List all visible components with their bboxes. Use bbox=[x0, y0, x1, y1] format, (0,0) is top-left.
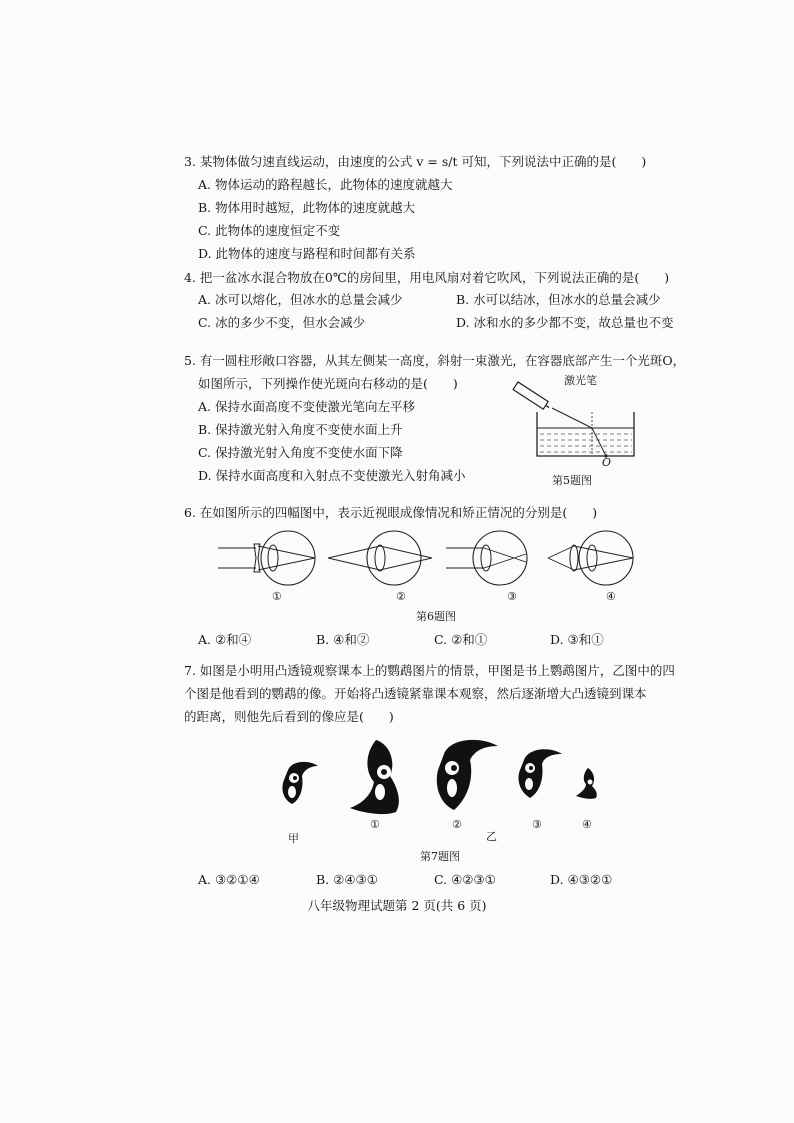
q6-figure-number-4: ④ bbox=[606, 590, 616, 603]
question-6-option-b: B. ④和② bbox=[316, 632, 370, 647]
eye-diagram-3 bbox=[446, 531, 527, 585]
q6-figure-number-3: ③ bbox=[507, 590, 517, 603]
question-6-figure bbox=[210, 528, 640, 590]
question-7-caption: 第7题图 bbox=[420, 850, 460, 863]
question-5-caption: 第5题图 bbox=[552, 474, 592, 487]
question-3-option-c: C. 此物体的速度恒定不变 bbox=[198, 223, 341, 238]
question-3-option-d: D. 此物体的速度与路程和时间都有关系 bbox=[198, 246, 416, 261]
question-7-stem-line-1: 7. 如图是小明用凸透镜观察课本上的鹦鹉图片的情景，甲图是书上鹦鹉图片，乙图中的四 bbox=[184, 663, 675, 678]
laser-beam-air bbox=[552, 408, 592, 428]
question-7-option-a: A. ③②①④ bbox=[198, 872, 260, 887]
point-o-label: O bbox=[602, 456, 612, 469]
question-5-option-d: D. 保持水面高度和入射点不变使激光入射角减小 bbox=[198, 468, 466, 483]
question-7-stem-line-3: 的距离，则他先后看到的像应是( ) bbox=[184, 709, 394, 724]
page-footer: 八年级物理试题第 2 页(共 6 页) bbox=[307, 898, 487, 913]
question-7 bbox=[184, 659, 675, 728]
question-6-option-d: D. ③和① bbox=[550, 632, 604, 647]
question-7-option-d: D. ④③②① bbox=[550, 872, 613, 887]
parrot-original-image bbox=[282, 762, 318, 804]
q7-figure-number-3: ③ bbox=[532, 818, 542, 831]
question-7-figure bbox=[270, 732, 610, 822]
question-5-option-c: C. 保持激光射入角度不变使水面下降 bbox=[198, 445, 403, 460]
question-5-stem-line-1: 5. 有一圆柱形敞口容器，从其左侧某一高度，斜射一束激光，在容器底部产生一个光斑O， bbox=[184, 353, 686, 368]
q6-figure-number-2: ② bbox=[396, 590, 406, 603]
question-3-option-a: A. 物体运动的路程越长，此物体的速度就越大 bbox=[198, 177, 453, 192]
question-5-stem-line-2: 如图所示，下列操作使光斑向右移动的是( ) bbox=[198, 376, 458, 391]
question-6-options bbox=[184, 629, 664, 652]
question-3-option-b: B. 物体用时越短，此物体的速度就越大 bbox=[198, 200, 416, 215]
question-4-option-d: D. 冰和水的多少都不变，故总量也不变 bbox=[456, 315, 674, 330]
eye-diagram-1 bbox=[218, 531, 315, 585]
parrot-image-1 bbox=[350, 740, 399, 814]
question-6 bbox=[184, 501, 597, 524]
question-5-option-b: B. 保持激光射入角度不变使水面上升 bbox=[198, 422, 403, 437]
question-4-option-b: B. 水可以结冰，但冰水的总量会减少 bbox=[456, 292, 661, 307]
question-3 bbox=[184, 150, 646, 265]
q6-figure-number-1: ① bbox=[272, 590, 282, 603]
question-4-option-c: C. 冰的多少不变，但水会减少 bbox=[198, 315, 366, 330]
question-6-option-c: C. ②和① bbox=[434, 632, 488, 647]
q7-label-yi: 乙 bbox=[486, 830, 497, 843]
eye-diagram-4 bbox=[548, 531, 633, 585]
question-7-options bbox=[184, 869, 664, 892]
question-7-option-c: C. ④②③① bbox=[434, 872, 496, 887]
question-7-stem-line-2: 个图是他看到的鹦鹉的像。开始将凸透镜紧靠课本观察，然后逐渐增大凸透镜到课本 bbox=[184, 686, 647, 701]
question-6-caption: 第6题图 bbox=[416, 610, 456, 623]
parrot-image-2 bbox=[437, 740, 498, 810]
q7-figure-number-1: ① bbox=[370, 818, 380, 831]
q7-label-jia: 甲 bbox=[288, 832, 299, 845]
water-hatching bbox=[540, 434, 632, 452]
question-6-stem: 6. 在如图所示的四幅图中，表示近视眼成像情况和矫正情况的分别是( ) bbox=[184, 505, 598, 520]
eye-diagram-2 bbox=[328, 531, 432, 585]
q7-figure-number-4: ④ bbox=[582, 818, 592, 831]
question-7-option-b: B. ②④③① bbox=[316, 872, 378, 887]
parrot-image-3 bbox=[518, 749, 562, 798]
q7-figure-number-2: ② bbox=[452, 818, 462, 831]
question-4-stem: 4. 把一盆冰水混合物放在0℃的房间里，用电风扇对着它吹风，下列说法正确的是( ) bbox=[184, 270, 670, 285]
laser-pen-icon bbox=[513, 382, 551, 411]
question-4 bbox=[184, 266, 684, 335]
question-4-option-a: A. 冰可以熔化，但冰水的总量会减少 bbox=[198, 292, 403, 307]
parrot-image-4 bbox=[576, 768, 597, 799]
laser-pen-label: 激光笔 bbox=[564, 374, 597, 387]
question-6-option-a: A. ②和④ bbox=[198, 632, 252, 647]
question-3-stem: 3. 某物体做匀速直线运动，由速度的公式 v = s/t 可知，下列说法中正确的是( ) bbox=[184, 154, 647, 169]
question-5-option-a: A. 保持水面高度不变使激光笔向左平移 bbox=[198, 399, 415, 414]
